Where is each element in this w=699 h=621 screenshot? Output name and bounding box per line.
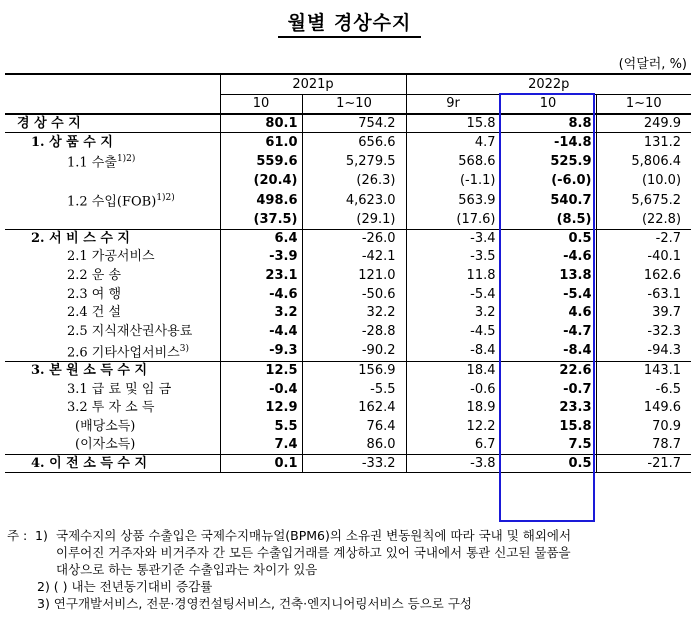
cell-value: 0.5 [500,454,596,473]
note-3: 3) 연구개발서비스, 전문·경영컨설팅서비스, 건축·엔지니어링서비스 등으로 구성 [37,596,472,611]
row-label-text: 1.1 수출 [67,155,117,171]
cell-value: 39.7 [596,303,691,322]
cell-value: -4.7 [500,322,596,341]
row-label [5,133,220,152]
row-label-text: 4. 이 전 소 득 수 지 [31,456,148,472]
row-label [5,210,220,229]
footnotes [7,527,697,612]
cell-value: 131.2 [596,133,691,152]
cell-value: -3.9 [220,248,302,267]
row-label-text: 3.1 급 료 및 임 금 [67,381,172,397]
table-row [5,172,691,191]
cell-value: -14.8 [500,133,596,152]
table-row [5,380,691,399]
cell-value: -94.3 [596,341,691,362]
row-label [5,266,220,285]
page-title: 월별 경상수지 [287,12,412,34]
cell-value: 249.9 [596,114,691,133]
col-header: 10 [500,94,596,114]
row-label-text: 2.2 운 송 [67,268,122,284]
row-label [5,361,220,380]
cell-value: 3.2 [220,303,302,322]
table-row [5,114,691,133]
cell-value: 498.6 [220,190,302,210]
table-row [5,210,691,229]
table-row [5,285,691,304]
year-2021-header: 2021p [220,74,406,94]
row-label-text: 3. 본 원 소 득 수 지 [31,363,148,379]
cell-value: -4.6 [500,248,596,267]
cell-value: -5.5 [302,380,406,399]
cell-value: 18.4 [406,361,500,380]
row-label [5,303,220,322]
row-label [5,172,220,191]
cell-value: 540.7 [500,190,596,210]
row-label [5,114,220,133]
cell-value: -50.6 [302,285,406,304]
cell-value: -3.8 [406,454,500,473]
cell-value: 149.6 [596,399,691,418]
cell-value: (8.5) [500,210,596,229]
notes-prefix: 주 : [7,528,28,543]
table-row [5,190,691,210]
cell-value: -5.4 [406,285,500,304]
cell-value: 23.1 [220,266,302,285]
row-label [5,380,220,399]
row-label-text: 2.3 여 행 [67,286,122,302]
cell-value: 162.4 [302,399,406,418]
col-header: 1~10 [302,94,406,114]
row-label-text: 3.2 투 자 소 득 [67,400,155,416]
note-1-number: 1) [35,528,48,543]
cell-value: -4.4 [220,322,302,341]
row-label [5,454,220,473]
cell-value: 156.9 [302,361,406,380]
cell-value: 22.6 [500,361,596,380]
row-label-text: 1.2 수입(FOB) [67,194,157,210]
cell-value: -0.7 [500,380,596,399]
table-row [5,454,691,473]
cell-value: (37.5) [220,210,302,229]
note-1-line-2: 이루어진 거주자와 비거주자 간 모든 수출입거래를 계상하고 있어 국내에서 통관 신고된 물품을 [56,545,571,560]
cell-value: 4.7 [406,133,500,152]
cell-value: 61.0 [220,133,302,152]
row-label-text: 1. 상 품 수 지 [31,134,113,150]
cell-value: 563.9 [406,190,500,210]
header-row-years [5,74,691,94]
cell-value: 656.6 [302,133,406,152]
cell-value: 76.4 [302,417,406,436]
note-2: 2) ( ) 내는 전년동기대비 증감률 [37,579,213,594]
cell-value: 754.2 [302,114,406,133]
table-row [5,248,691,267]
cell-value: 0.5 [500,229,596,248]
cell-value: 525.9 [500,151,596,171]
cell-value: 5,279.5 [302,151,406,171]
row-label [5,285,220,304]
table-row [5,229,691,248]
cell-value: -42.1 [302,248,406,267]
row-label-text: 2.4 건 설 [67,305,122,321]
footnote-ref: 1)2) [156,193,175,204]
cell-value: -5.4 [500,285,596,304]
row-label-text: (배당소득) [75,419,136,434]
cell-value: -90.2 [302,341,406,362]
cell-value: 6.7 [406,436,500,455]
table-row [5,266,691,285]
table-row [5,322,691,341]
cell-value: 15.8 [500,417,596,436]
cell-value: -4.6 [220,285,302,304]
cell-value: 7.4 [220,436,302,455]
header-row-months [5,94,691,114]
cell-value: 80.1 [220,114,302,133]
cell-value: 568.6 [406,151,500,171]
table-row [5,151,691,171]
row-label [5,399,220,418]
col-header: 10 [220,94,302,114]
row-label [5,248,220,267]
cell-value: 0.1 [220,454,302,473]
cell-value: -3.4 [406,229,500,248]
table-row [5,133,691,152]
cell-value: 4,623.0 [302,190,406,210]
cell-value: 6.4 [220,229,302,248]
row-label [5,322,220,341]
cell-value: 5,806.4 [596,151,691,171]
row-label [5,151,220,171]
table-row [5,341,691,362]
note-1 [7,527,697,544]
cell-value: -0.4 [220,380,302,399]
cell-value: (-1.1) [406,172,500,191]
table-row [5,399,691,418]
cell-value: -33.2 [302,454,406,473]
row-label-text: 2. 서 비 스 수 지 [31,231,130,247]
row-label-text: 2.5 지식재산권사용료 [67,323,193,339]
cell-value: (-6.0) [500,172,596,191]
row-label [5,436,220,455]
cell-value: (10.0) [596,172,691,191]
cell-value: 18.9 [406,399,500,418]
cell-value: 13.8 [500,266,596,285]
cell-value: 12.5 [220,361,302,380]
cell-value: 8.8 [500,114,596,133]
row-label-text: 2.1 가공서비스 [67,249,155,265]
cell-value: -6.5 [596,380,691,399]
cell-value: 12.2 [406,417,500,436]
cell-value: -63.1 [596,285,691,304]
cell-value: -26.0 [302,229,406,248]
cell-value: -4.5 [406,322,500,341]
row-label [5,229,220,248]
table-row [5,436,691,455]
cell-value: -21.7 [596,454,691,473]
note-1-line-3: 대상으로 하는 통관기준 수출입과는 차이가 있음 [56,562,318,577]
cell-value: -0.6 [406,380,500,399]
cell-value: -2.7 [596,229,691,248]
cell-value: (29.1) [302,210,406,229]
cell-value: (17.6) [406,210,500,229]
row-label-text: (이자소득) [75,437,136,453]
row-label-text: 경 상 수 지 [17,116,81,132]
cell-value: (22.8) [596,210,691,229]
cell-value: -8.4 [406,341,500,362]
cell-value: 32.2 [302,303,406,322]
col-header: 1~10 [596,94,691,114]
title-underline [278,36,421,38]
cell-value: -3.5 [406,248,500,267]
cell-value: 11.8 [406,266,500,285]
row-label [5,190,220,210]
cell-value: 12.9 [220,399,302,418]
cell-value: 7.5 [500,436,596,455]
cell-value: 78.7 [596,436,691,455]
cell-value: 121.0 [302,266,406,285]
table-row [5,361,691,380]
footnote-ref: 1)2) [116,154,136,165]
table-body [5,114,691,473]
cell-value: -40.1 [596,248,691,267]
cell-value: 3.2 [406,303,500,322]
cell-value: 5,675.2 [596,190,691,210]
cell-value: 559.6 [220,151,302,171]
table-row [5,417,691,436]
cell-value: 15.8 [406,114,500,133]
note-1-line-1: 국제수지의 상품 수출입은 국제수지매뉴얼(BPM6)의 소유권 변동원칙에 따라 국내 및 해외에서 [56,528,572,543]
current-account-table [5,73,691,473]
row-label [5,341,220,362]
cell-value: 143.1 [596,361,691,380]
cell-value: -9.3 [220,341,302,362]
cell-value: 162.6 [596,266,691,285]
cell-value: 23.3 [500,399,596,418]
footnote-ref: 3) [179,343,189,354]
row-label-text: 2.6 기타사업서비스 [67,344,180,360]
unit-label: (억달러, %) [618,57,687,72]
row-label [5,417,220,436]
cell-value: (26.3) [302,172,406,191]
year-2022-header: 2022p [406,74,691,94]
cell-value: -8.4 [500,341,596,362]
cell-value: 70.9 [596,417,691,436]
cell-value: -28.8 [302,322,406,341]
cell-value: (20.4) [220,172,302,191]
cell-value: 86.0 [302,436,406,455]
table-row [5,303,691,322]
cell-value: 4.6 [500,303,596,322]
cell-value: -32.3 [596,322,691,341]
col-header: 9r [406,94,500,114]
cell-value: 5.5 [220,417,302,436]
